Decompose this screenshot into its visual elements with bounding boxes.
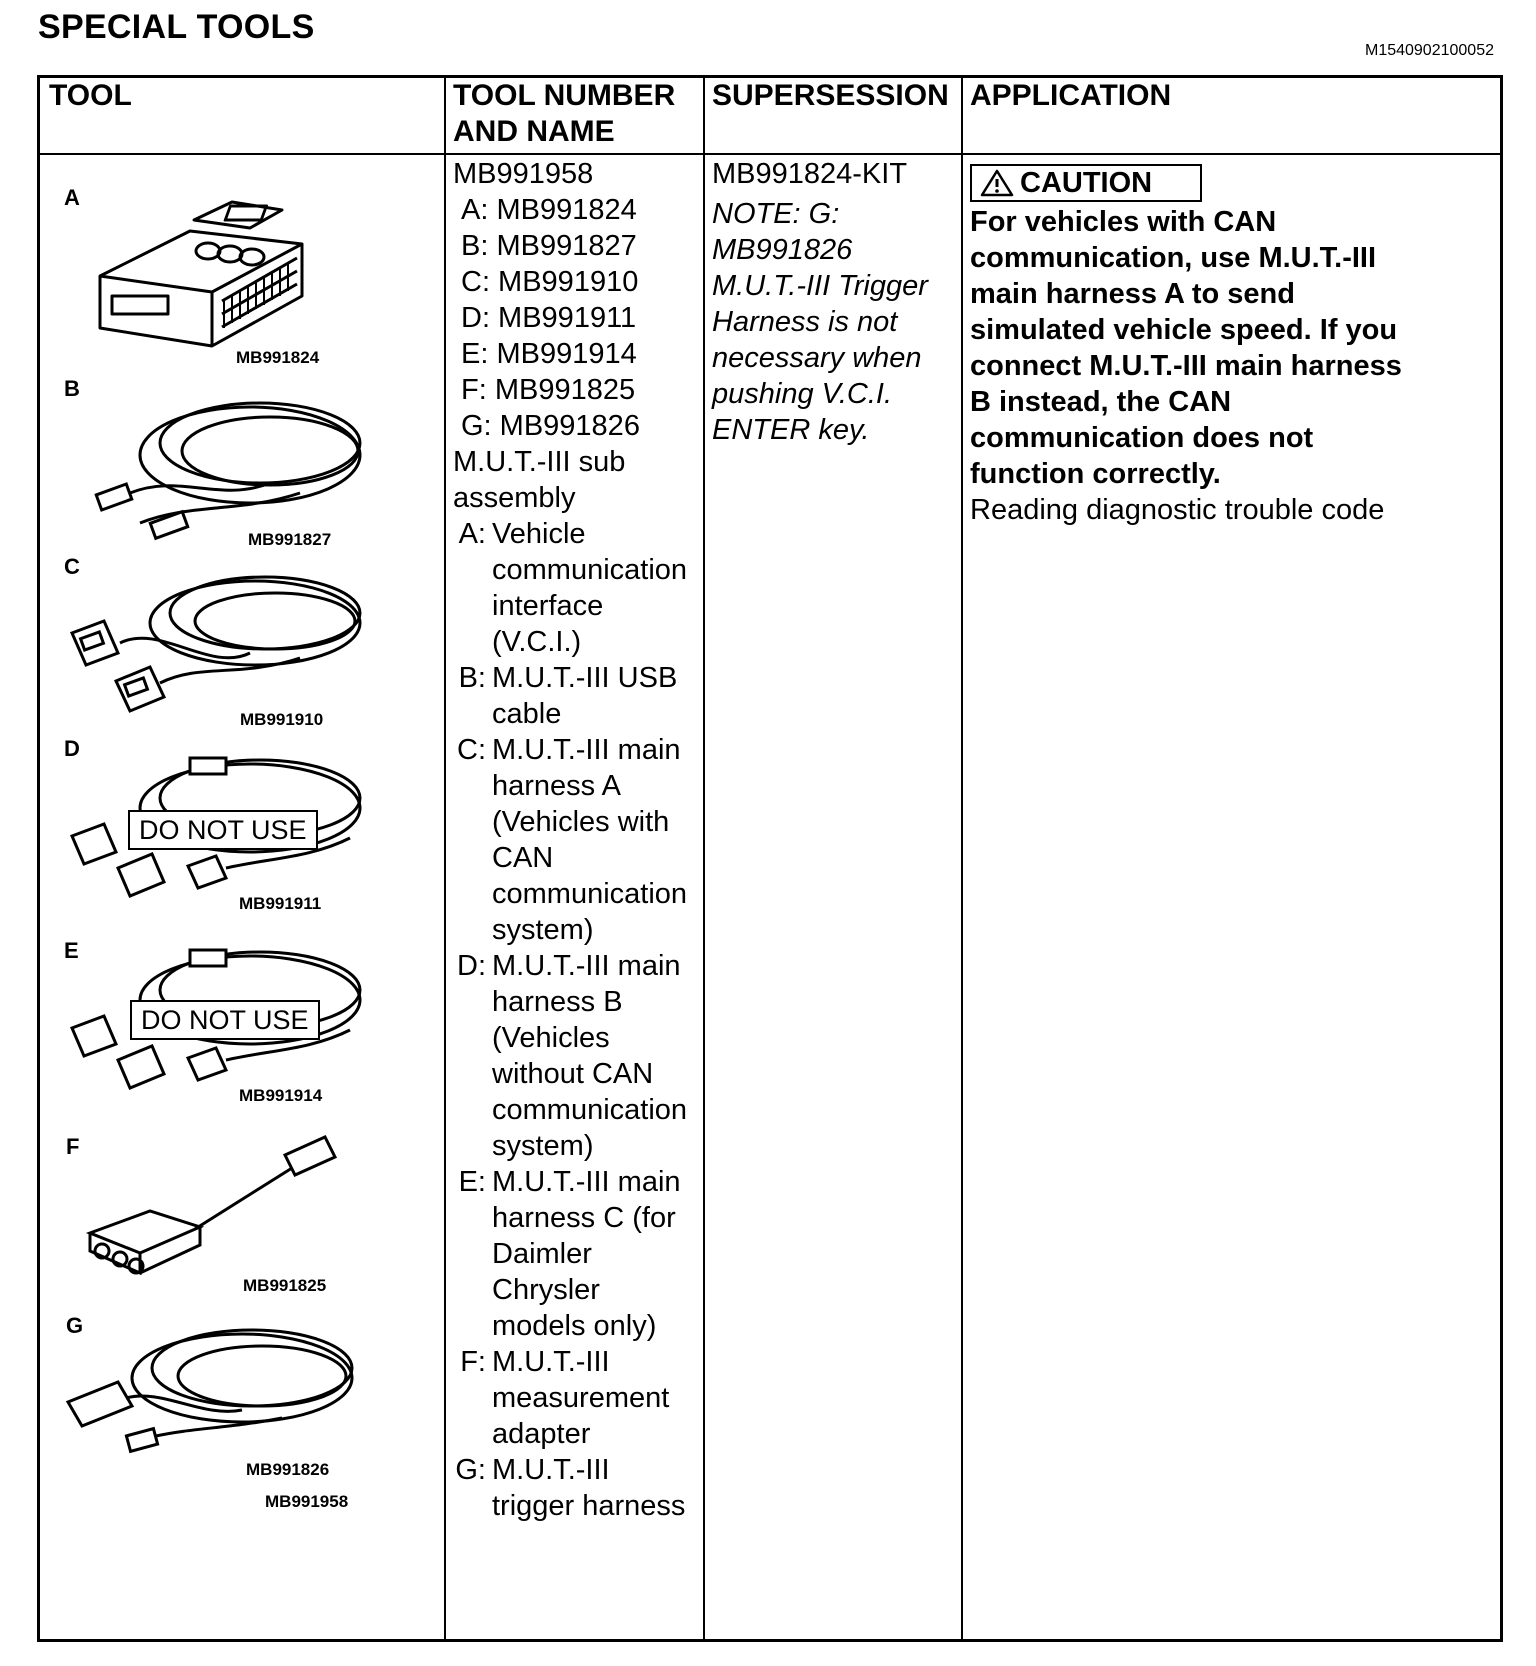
- subassembly-item: E: M.U.T.-III main harness C (for Daimler Chrysler models only): [458, 1166, 681, 1342]
- tool-letter-g: G: [66, 1313, 84, 1338]
- header-supersession: SUPERSESSION: [712, 79, 949, 112]
- subassembly-item: F: M.U.T.-III measurement adapter: [460, 1346, 670, 1450]
- column-divider: [444, 78, 446, 1639]
- trigger-harness-illustration: [62, 1318, 362, 1468]
- tool-code-e: MB991914: [239, 1086, 323, 1105]
- subassembly-item: B: M.U.T.-III USB cable: [458, 662, 678, 730]
- tool-letter-e: E: [64, 938, 79, 963]
- header-tool: TOOL: [49, 79, 132, 112]
- component-number: E: MB991914: [461, 338, 637, 370]
- special-tools-table: [37, 75, 1503, 1642]
- do-not-use-label-d: DO NOT USE: [128, 810, 318, 850]
- caution-text: For vehicles with CAN communication, use M.U.T.-III main harness A to send simulated vehicle speed. If you connect M.U.T.-III main harness B instead, the CAN communication does not function correctly.: [970, 206, 1402, 490]
- measurement-adapter-illustration: [80, 1133, 350, 1283]
- tool-code-c: MB991910: [240, 710, 324, 729]
- application-cell: [970, 164, 1402, 528]
- tool-code-f: MB991825: [243, 1276, 327, 1295]
- component-number: G: MB991826: [461, 410, 640, 442]
- header-tool-number: TOOL NUMBER AND NAME: [453, 79, 676, 148]
- tool-number-cell: [453, 156, 698, 1524]
- tool-code-g: MB991826: [246, 1460, 330, 1479]
- subassembly-list: [453, 516, 698, 1524]
- component-number: C: MB991910: [461, 266, 639, 298]
- tool-letter-c: C: [64, 554, 80, 579]
- supersession-note: NOTE: G: MB991826 M.U.T.-III Trigger Harness is not necessary when pushing V.C.I. ENTER key.: [712, 198, 928, 446]
- tool-letter-a: A: [64, 185, 80, 210]
- caution-label: CAUTION: [1020, 167, 1153, 199]
- vci-device-illustration: [92, 196, 322, 356]
- warning-triangle-icon: [980, 169, 1014, 197]
- do-not-use-label-e: DO NOT USE: [130, 1000, 320, 1040]
- column-divider: [703, 78, 705, 1639]
- header-application: APPLICATION: [970, 79, 1172, 112]
- subassembly-item: A: Vehicle communication interface (V.C.I.): [458, 518, 688, 658]
- kit-number: MB991958: [453, 158, 594, 190]
- tool-code-d: MB991911: [239, 894, 322, 913]
- component-number: F: MB991825: [461, 374, 636, 406]
- component-number: B: MB991827: [461, 230, 637, 262]
- kit-code: MB991958: [265, 1492, 349, 1511]
- main-harness-a-illustration: [60, 563, 370, 723]
- subassembly-item: D: M.U.T.-III main harness B (Vehicles without CAN communication system): [457, 950, 688, 1162]
- tool-letter-d: D: [64, 736, 80, 761]
- component-number: D: MB991911: [461, 302, 637, 334]
- tool-code-a: MB991824: [236, 348, 320, 367]
- subassembly-item: C: M.U.T.-III main harness A (Vehicles with CAN communication system): [457, 734, 688, 946]
- usb-cable-illustration: [70, 383, 370, 543]
- column-divider: [961, 78, 963, 1639]
- component-number-list: [453, 192, 698, 444]
- header-divider: [40, 153, 1500, 155]
- supersession-cell: [712, 156, 952, 448]
- page-title: SPECIAL TOOLS: [38, 8, 315, 46]
- supersession-code: MB991824-KIT: [712, 158, 908, 190]
- caution-box: [970, 164, 1202, 202]
- application-usage: Reading diagnostic trouble code: [970, 494, 1385, 526]
- tool-letter-b: B: [64, 376, 80, 401]
- subassembly-title: M.U.T.-III sub assembly: [453, 446, 626, 514]
- subassembly-item: G: M.U.T.-III trigger harness: [455, 1454, 686, 1522]
- tool-letter-f: F: [66, 1134, 80, 1159]
- component-number: A: MB991824: [461, 194, 637, 226]
- document-id: M1540902100052: [1364, 42, 1494, 59]
- tool-code-b: MB991827: [248, 530, 332, 549]
